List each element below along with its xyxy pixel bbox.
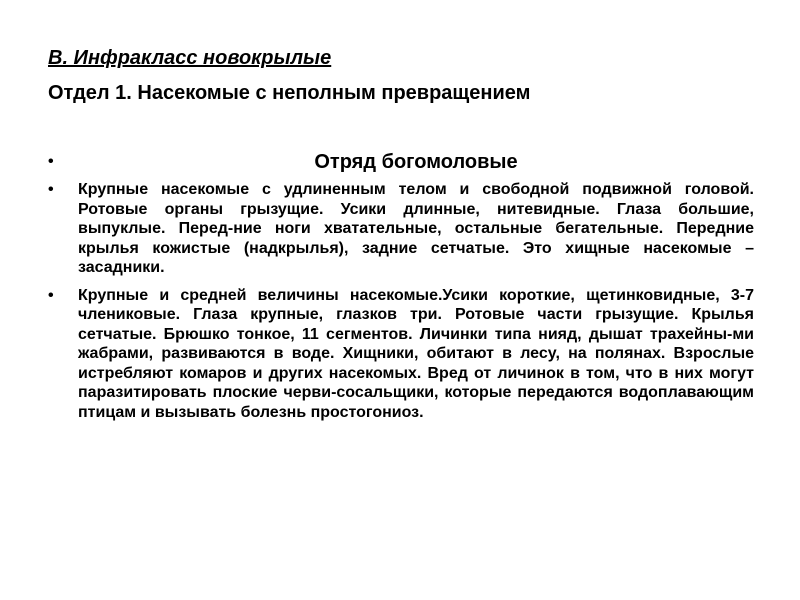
order-title: Отряд богомоловые xyxy=(314,151,518,173)
paragraph-text: Крупные насекомые с удлиненным телом и свободной подвижной головой. Ротовые органы грызущие. Усики длинные, нитевидные. Глаза большие, выпуклые. Перед-ние ноги хватательные, остальные бегательные. Передние крылья кожистые (надкрылья), задние сетчатые. Это хищные насекомые – засадники. xyxy=(78,181,754,276)
description-paragraph-1 xyxy=(48,180,754,278)
bullet-dot: • xyxy=(48,286,54,304)
infraclass-heading: В. Инфракласс новокрылые xyxy=(48,47,332,69)
bullet-dot: • xyxy=(48,153,54,170)
bullet-dot: • xyxy=(48,181,54,198)
description-paragraph-2 xyxy=(48,286,754,423)
division-heading: Отдел 1. Насекомые с неполным превращением xyxy=(48,82,531,104)
bullet-list xyxy=(48,150,754,430)
order-title-item xyxy=(48,150,754,174)
paragraph-text: Крупные и средней величины насекомые.Усики короткие, щетинковидные, 3-7 члениковые. Глаза крупные, глазков три. Ротовые части грызущие. Крылья сетчатые. Брюшко тонкое, 11 сегментов. Личинки типа нияд, дышат трахейны-ми жабрами, развиваются в воде. Хищники, обитают в лесу, на полянах. Взрослые истребляют комаров и других насекомых. Вред от личинок в том, что в них могут паразитировать плоские черви-сосальщики, которые передаются водоплавающим птицам и вызывать болезнь простогониоз. xyxy=(78,286,754,421)
